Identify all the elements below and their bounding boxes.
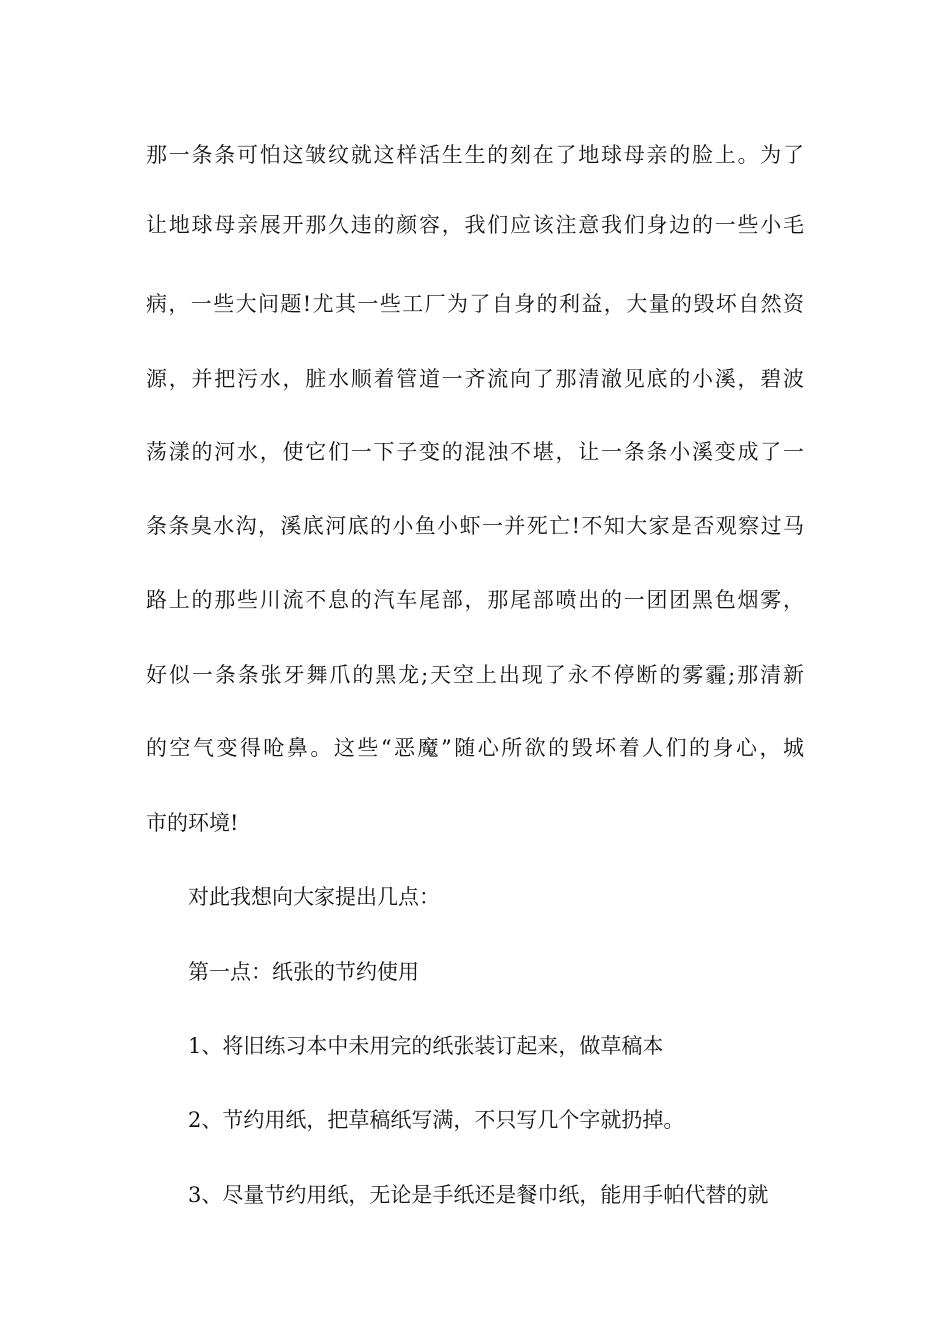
paragraph-line: 源，并把污水，脏水顺着管道一齐流向了那清澈见底的小溪，碧波 [146,367,804,391]
list-item: 2、节约用纸，把草稿纸写满，不只写几个字就扔掉。 [188,1108,685,1132]
paragraph-line: 路上的那些川流不息的汽车尾部，那尾部喷出的一团团黑色烟雾， [146,588,804,612]
paragraph-line: 好似一条条张牙舞爪的黑龙;天空上出现了永不停断的雾霾;那清新 [146,663,804,687]
intro-text: 对此我想向大家提出几点： [188,885,440,909]
section-heading: 第一点：纸张的节约使用 [188,960,419,984]
paragraph-line: 那一条条可怕这皱纹就这样活生生的刻在了地球母亲的脸上。为了 [146,143,804,167]
paragraph-line: 荡漾的河水，使它们一下子变的混浊不堪，让一条条小溪变成了一 [146,440,804,464]
list-item: 1、将旧练习本中未用完的纸张装订起来，做草稿本 [188,1034,664,1058]
list-item: 3、尽量节约用纸，无论是手纸还是餐巾纸，能用手帕代替的就 [188,1183,769,1207]
paragraph-line: 的空气变得呛鼻。这些“恶魔”随心所欲的毁坏着人们的身心，城 [146,736,804,760]
paragraph-line: 市的环境! [146,811,239,835]
paragraph-line: 条条臭水沟，溪底河底的小鱼小虾一并死亡!不知大家是否观察过马 [146,514,804,538]
paragraph-line: 病，一些大问题!尤其一些工厂为了自身的利益，大量的毁坏自然资 [146,292,804,316]
paragraph-line: 让地球母亲展开那久违的颜容，我们应该注意我们身边的一些小毛 [146,213,804,237]
